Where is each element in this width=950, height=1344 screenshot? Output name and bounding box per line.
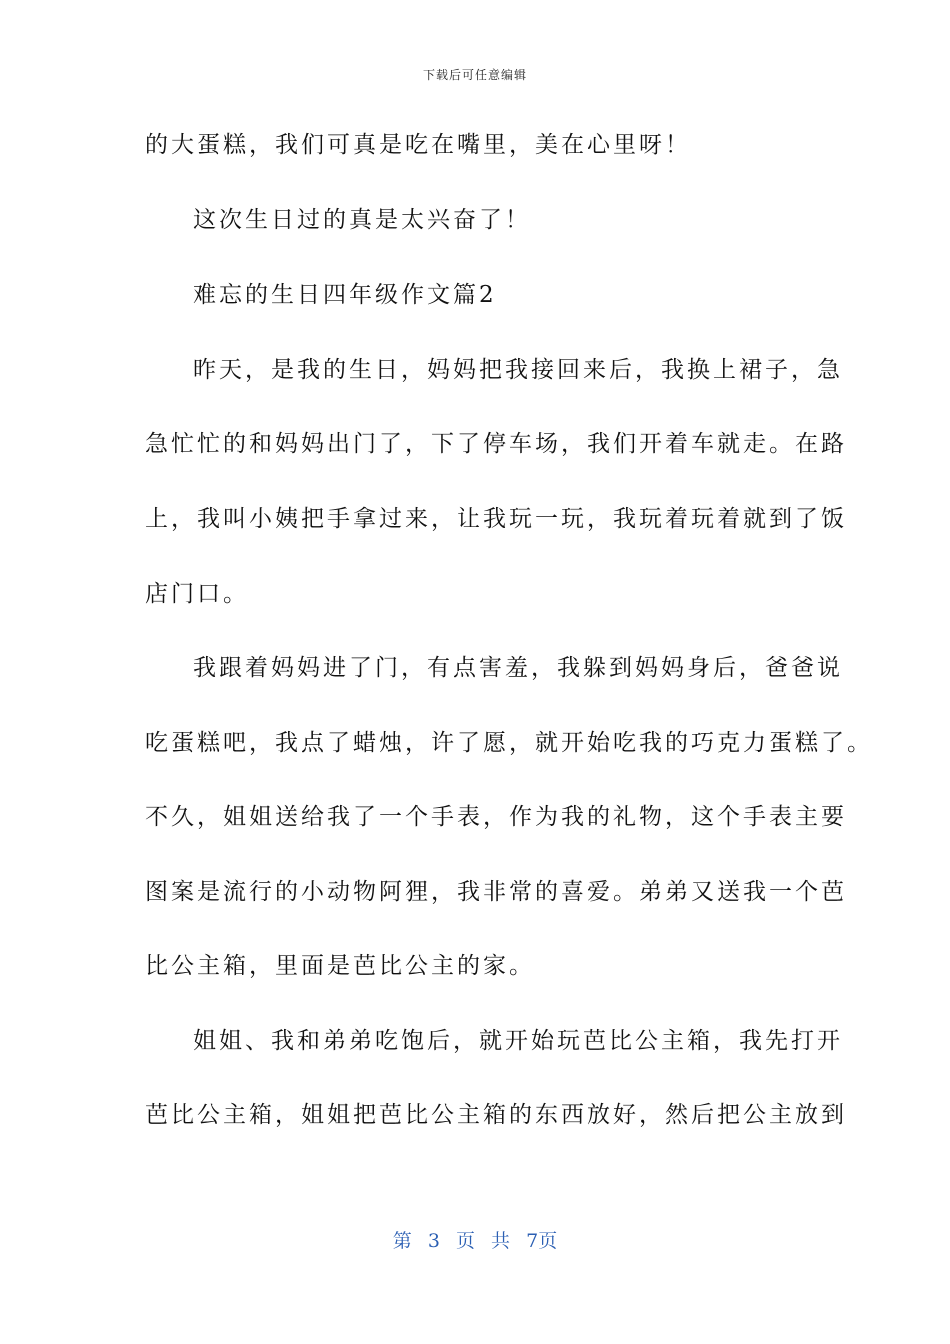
text-line: 店门口。: [145, 581, 249, 607]
current-page-number: 3: [427, 1230, 440, 1252]
text-line: 上，我叫小姨把手拿过来，让我玩一玩，我玩着玩着就到了饭: [145, 506, 847, 532]
text-line: 图案是流行的小动物阿狸，我非常的喜爱。弟弟又送我一个芭: [145, 879, 847, 905]
header-note: 下载后可任意编辑: [422, 68, 527, 82]
section-heading: 难忘的生日四年级作文篇2: [193, 282, 497, 308]
text-line: 我跟着妈妈进了门，有点害羞，我躲到妈妈身后，爸爸说: [193, 655, 843, 681]
page-footer: [0, 1226, 950, 1253]
text-line: 急忙忙的和妈妈出门了，下了停车场，我们开着车就走。在路: [145, 431, 847, 457]
total-pages: 7页: [526, 1230, 558, 1252]
text-line: 姐姐、我和弟弟吃饱后，就开始玩芭比公主箱，我先打开: [193, 1028, 843, 1054]
footer-label-di: 第: [392, 1230, 412, 1252]
text-line: 的大蛋糕，我们可真是吃在嘴里，美在心里呀！: [145, 132, 691, 158]
text-line: 不久，姐姐送给我了一个手表，作为我的礼物，这个手表主要: [145, 804, 847, 830]
footer-label-ye: 页: [455, 1230, 475, 1252]
text-line: 这次生日过的真是太兴奋了！: [193, 207, 531, 233]
footer-label-gong: 共: [491, 1230, 511, 1252]
text-line: 芭比公主箱，姐姐把芭比公主箱的东西放好，然后把公主放到: [145, 1102, 847, 1128]
text-line: 昨天，是我的生日，妈妈把我接回来后，我换上裙子，急: [193, 357, 843, 383]
text-line: 比公主箱，里面是芭比公主的家。: [145, 953, 535, 979]
text-line: 吃蛋糕吧，我点了蜡烛，许了愿，就开始吃我的巧克力蛋糕了。: [145, 730, 873, 756]
